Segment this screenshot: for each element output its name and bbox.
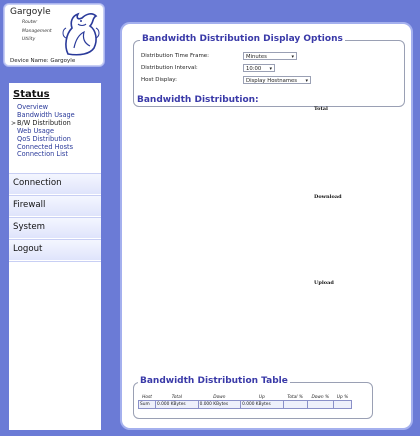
status-submenu — [11, 103, 75, 159]
column-header: Total — [156, 394, 199, 401]
chevron-down-icon: ▾ — [305, 78, 308, 84]
column-header: Up % — [334, 394, 352, 401]
host-display-label: Host Display: — [141, 77, 177, 83]
sidebar-filler — [9, 261, 101, 430]
sidebar-item-status[interactable]: Status — [13, 89, 50, 100]
table-cell: Sum — [139, 401, 156, 409]
gargoyle-logo-icon — [60, 8, 102, 58]
submenu-item-bw-distribution[interactable]: > B/W Distribution — [11, 118, 71, 127]
submenu-item-bandwidth-usage[interactable]: Bandwidth Usage — [17, 110, 75, 119]
device-name: Device Name: Gargoyle — [10, 58, 76, 64]
column-header: Host — [139, 394, 156, 401]
table-cell — [334, 401, 352, 409]
chevron-down-icon: ▾ — [269, 66, 272, 72]
column-header: Down % — [307, 394, 333, 401]
sidebar-item-firewall[interactable]: Firewall — [9, 195, 101, 216]
table-cell — [283, 401, 307, 409]
submenu-item-overview[interactable]: Overview — [17, 103, 49, 111]
upload-chart-label: Upload — [314, 280, 334, 286]
logo-panel — [3, 3, 105, 67]
table-cell: 0.000 KBytes — [241, 401, 284, 409]
column-header: Up — [241, 394, 284, 401]
table-cell: 0.000 KBytes — [156, 401, 199, 409]
table-cell — [307, 401, 333, 409]
distribution-table-legend: Bandwidth Distribution Table — [140, 376, 288, 386]
main-content — [120, 22, 413, 430]
chevron-down-icon: ▾ — [291, 54, 294, 60]
interval-label: Distribution Interval: — [141, 65, 198, 71]
distribution-table-fieldset — [133, 376, 373, 419]
sidebar-item-system[interactable]: System — [9, 217, 101, 238]
logo-subtitle-router: Router — [22, 20, 38, 25]
logo-title: Gargoyle — [10, 7, 51, 17]
submenu-item-connected-hosts[interactable]: Connected Hosts — [17, 142, 74, 151]
download-chart-label: Download — [314, 194, 342, 200]
host-display-select[interactable]: Display Hostnames ▾ — [243, 76, 311, 84]
sidebar-item-logout[interactable]: Logout — [9, 239, 101, 260]
submenu-item-web-usage[interactable]: Web Usage — [17, 126, 55, 135]
time-frame-select[interactable]: Minutes ▾ — [243, 52, 297, 60]
submenu-item-connection-list[interactable]: Connection List — [17, 150, 68, 159]
table-cell: 0.000 KBytes — [198, 401, 241, 409]
display-options-legend: Bandwidth Distribution Display Options — [142, 34, 343, 44]
interval-select[interactable]: 10:00 ▾ — [243, 64, 275, 72]
status-section — [9, 83, 101, 169]
sidebar-nav — [9, 83, 101, 429]
table-row — [139, 401, 352, 409]
total-chart-label: Total — [314, 106, 328, 112]
column-header: Total % — [283, 394, 307, 401]
logo-subtitle-management: Management — [22, 29, 52, 34]
time-frame-label: Distribution Time Frame: — [141, 53, 210, 59]
submenu-item-qos-distribution[interactable]: QoS Distribution — [17, 134, 71, 143]
distribution-table — [138, 394, 352, 409]
distribution-heading: Bandwidth Distribution: — [137, 95, 259, 105]
logo-subtitle-utility: Utility — [22, 37, 36, 42]
sidebar-item-connection[interactable]: Connection — [9, 173, 101, 194]
column-header: Down — [198, 394, 241, 401]
active-marker: > — [11, 119, 17, 127]
